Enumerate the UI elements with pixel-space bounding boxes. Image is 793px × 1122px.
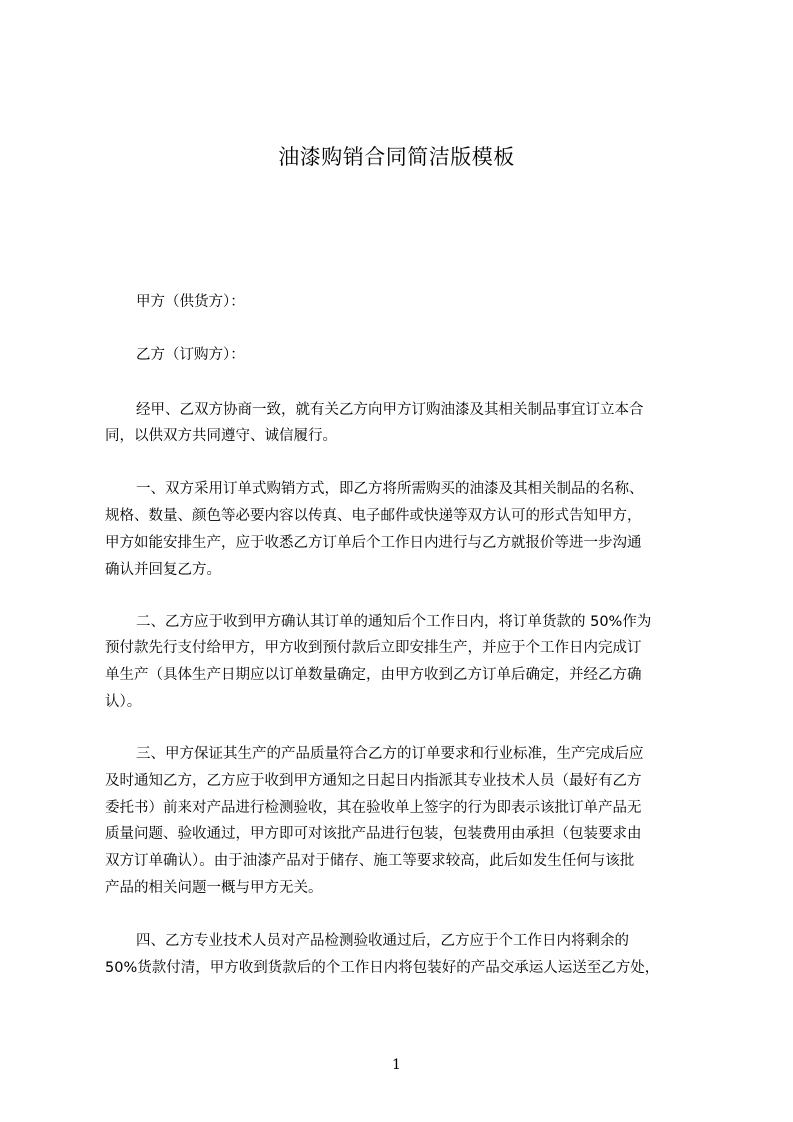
clause-1-line: 一、双方采用订单式购销方式，即乙方将所需购买的油漆及其相关制品的名称、 (136, 481, 644, 497)
document-title: 油漆购销合同简洁版模板 (278, 145, 515, 169)
clause-3-line: 三、甲方保证其生产的产品质量符合乙方的订单要求和行业标准，生产完成后应 (136, 746, 644, 762)
clause-2-line: 预付款先行支付给甲方，甲方收到预付款后立即安排生产，并应于个工作日内完成订 (105, 640, 642, 656)
clause-2-line: 单生产（具体生产日期应以订单数量确定，由甲方收到乙方订单后确定，并经乙方确 (105, 667, 642, 683)
clause-2-line: 二、乙方应于收到甲方确认其订单的通知后个工作日内，将订单货款的 50%作为 (136, 614, 652, 630)
clause-4-line: 四、乙方专业技术人员对产品检测验收通过后，乙方应于个工作日内将剩余的 (136, 933, 629, 949)
clause-1-line: 规格、数量、颜色等必要内容以传真、电子邮件或快递等双方认可的形式告知甲方， (105, 508, 642, 524)
party-a-label: 甲方（供货方）： (136, 294, 245, 310)
clause-3-line: 产品的相关问题一概与甲方无关。 (105, 880, 323, 896)
clause-1-line: 甲方如能安排生产，应于收悉乙方订单后个工作日内进行与乙方就报价等进一步沟通 (105, 535, 642, 551)
clause-1-line: 确认并回复乙方。 (105, 562, 221, 578)
intro-line: 同，以供双方共同遵守、诚信履行。 (105, 428, 337, 444)
clause-3-line: 及时通知乙方，乙方应于收到甲方通知之日起日内指派其专业技术人员（最好有乙方 (105, 773, 642, 789)
party-b-label: 乙方（订购方）： (136, 347, 245, 363)
page-number: 1 (392, 1057, 401, 1073)
intro-line: 经甲、乙双方协商一致，就有关乙方向甲方订购油漆及其相关制品事宜订立本合 (136, 402, 644, 418)
clause-3-line: 质量问题、验收通过，甲方即可对该批产品进行包装，包装费用由承担（包装要求由 (105, 826, 642, 842)
clause-3-line: 委托书）前来对产品进行检测验收，其在验收单上签字的行为即表示该批订单产品无 (105, 800, 642, 816)
clause-3-line: 双方订单确认）。由于油漆产品对于储存、施工等要求较高，此后如发生任何与该批 (105, 853, 635, 869)
clause-2-line: 认）。 (105, 694, 142, 710)
clause-4-line: 50%货款付清，甲方收到货款后的个工作日内将包装好的产品交承运人运送至乙方处， (105, 960, 660, 976)
